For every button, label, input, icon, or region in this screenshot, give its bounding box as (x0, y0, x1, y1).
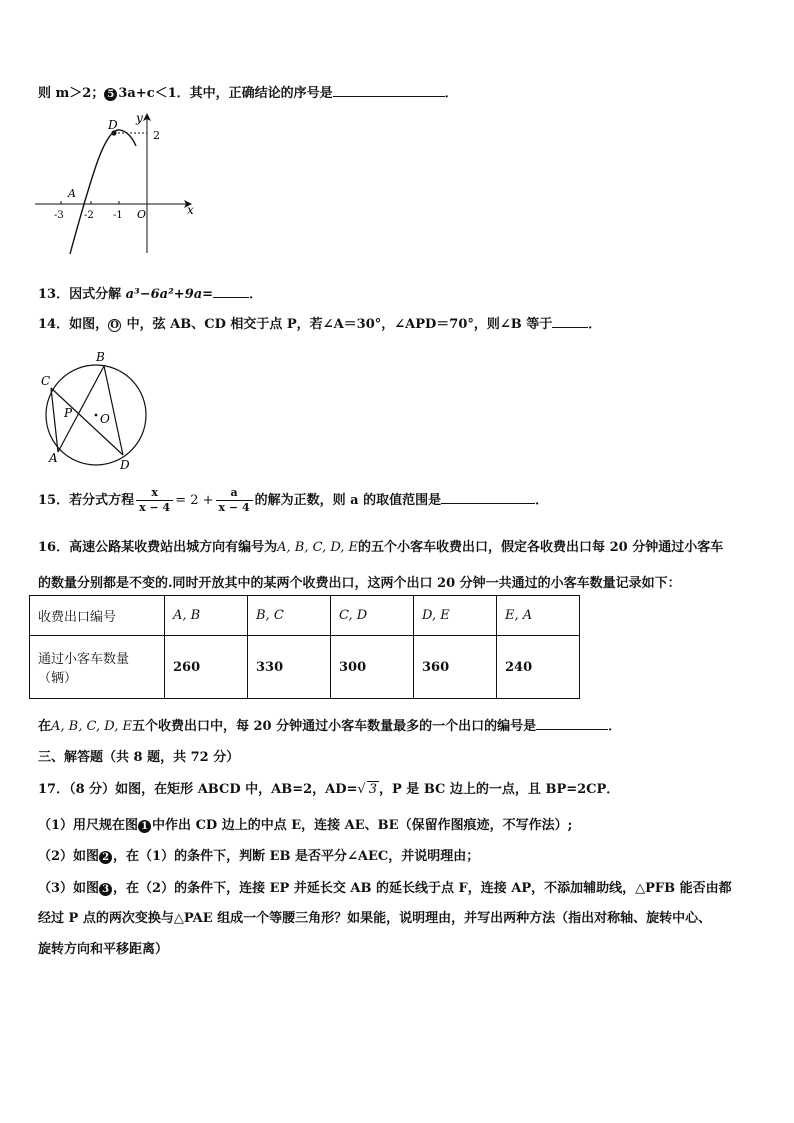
table-cell: 240 (497, 636, 580, 699)
label-d: D (108, 118, 118, 132)
circled-number-5: 5 (104, 88, 117, 101)
table-cell: 260 (165, 636, 248, 699)
center-point (95, 414, 98, 417)
q17-part1: （1）用尺规在图 1 中作出 CD 边上的中点 E，连接 AE、BE（保留作图痕迹，不写作法）; (38, 818, 573, 833)
label-two: 2 (153, 129, 160, 142)
svg-text:B: B (96, 350, 105, 364)
q15: 15．若分式方程 $\frac{x}{x - 4}$ = 2 + $\frac{a}{x - 4}$ 的解为正数，则 a 的取值范围是 ． (38, 486, 549, 514)
label-m2: -2 (84, 210, 94, 221)
svg-text:C: C (41, 374, 51, 388)
table-row-label: 通过小客车数量 （辆） (30, 636, 165, 699)
toll-data-table (29, 595, 580, 699)
sqrt-value: 3 (368, 782, 377, 797)
q17-part3-line3: 旋转方向和平移距离） (38, 942, 169, 957)
table-cell: C, D (331, 596, 414, 636)
fraction-a-over-x-4: $\frac{a}{x - 4}$ (216, 486, 253, 515)
table-cell: 300 (331, 636, 414, 699)
table-cell: B, C (248, 596, 331, 636)
parabola-graph (30, 108, 205, 258)
section-title: 三、解答题（共 8 题，共 72 分） (38, 750, 240, 765)
q13: 13．因式分解 a³−6a²+9a= ． (38, 287, 263, 302)
answer-blank[interactable] (552, 315, 588, 328)
circled-number-1: 1 (138, 820, 151, 833)
q17-part3: （3）如图 3 ，在（2）的条件下，连接 EP 并延长交 AB 的延长线于点 F，连接 AP，不添加辅助线，△PFB 能否由都 (38, 881, 732, 896)
answer-blank[interactable] (441, 491, 535, 504)
svg-text:O: O (100, 412, 110, 426)
table-header-row (30, 596, 580, 636)
label-m1: -1 (113, 210, 123, 221)
svg-text:D: D (120, 458, 130, 472)
table-row (30, 636, 580, 699)
answer-blank[interactable] (333, 84, 445, 97)
q12-tail: 则 m＞2； 5 3a+c＜1．其中，正确结论的序号是 ． (38, 86, 458, 101)
q16-line2: 的数量分别都是不变的.同时开放其中的某两个收费出口，这两个出口 20 分钟一共通过的小客车数量记录如下： (38, 576, 681, 591)
answer-blank[interactable] (536, 717, 608, 730)
table-cell: D, E (414, 596, 497, 636)
parabola-curve (70, 130, 136, 254)
table-cell: E, A (497, 596, 580, 636)
label-a: A (68, 187, 76, 200)
fraction-x-over-x-4: $\frac{x}{x - 4}$ (136, 486, 173, 515)
label-o: O (137, 208, 147, 221)
circle-o-symbol: O (108, 319, 121, 332)
circle-figure (38, 345, 158, 473)
q12-prefix: 则 m＞2； (38, 86, 105, 101)
table-cell: 330 (248, 636, 331, 699)
circled-number-2: 2 (99, 851, 112, 864)
table-cell: 收费出口编号 (30, 596, 165, 636)
q16-line1: 16．高速公路某收费站出城方向有编号为A, B, C, D, E的五个小客车收费出口，假定各收费出口每 20 分钟通过小客车 (38, 540, 724, 555)
q14: 14．如图， O 中，弦 AB、CD 相交于点 P，若∠A＝30°，∠APD＝70°，则∠B 等于 ． (38, 317, 602, 332)
label-x: x (187, 203, 194, 217)
q17-head: 17．（8 分）如图，在矩形 ABCD 中，AB=2，AD=√ 3 ，P 是 BC 边上的一点，且 BP=2CP． (38, 782, 620, 797)
answer-blank[interactable] (213, 285, 249, 298)
q17-part3-line2: 经过 P 点的两次变换与△PAE 组成一个等腰三角形？如果能，说明理由，并写出两种方法（指出对称轴、旋转中心、 (38, 911, 712, 926)
q17-part2: （2）如图 2 ，在（1）的条件下，判断 EB 是否平分∠AEC，并说明理由； (38, 849, 480, 864)
label-m3: -3 (54, 210, 64, 221)
table-cell: A, B (165, 596, 248, 636)
q13-expression: a³−6a²+9a= (125, 287, 214, 302)
q16-question: 在A, B, C, D, E五个收费出口中，每 20 分钟通过小客车数量最多的一个出口的编号是 ． (38, 719, 622, 734)
segment-bd (104, 366, 123, 455)
svg-text:P: P (64, 406, 73, 420)
q12-text: 3a+c＜1．其中，正确结论的序号是 (118, 86, 333, 101)
svg-text:A: A (49, 451, 58, 465)
circled-number-3: 3 (99, 883, 112, 896)
label-y: y (136, 111, 143, 125)
table-cell: 360 (414, 636, 497, 699)
